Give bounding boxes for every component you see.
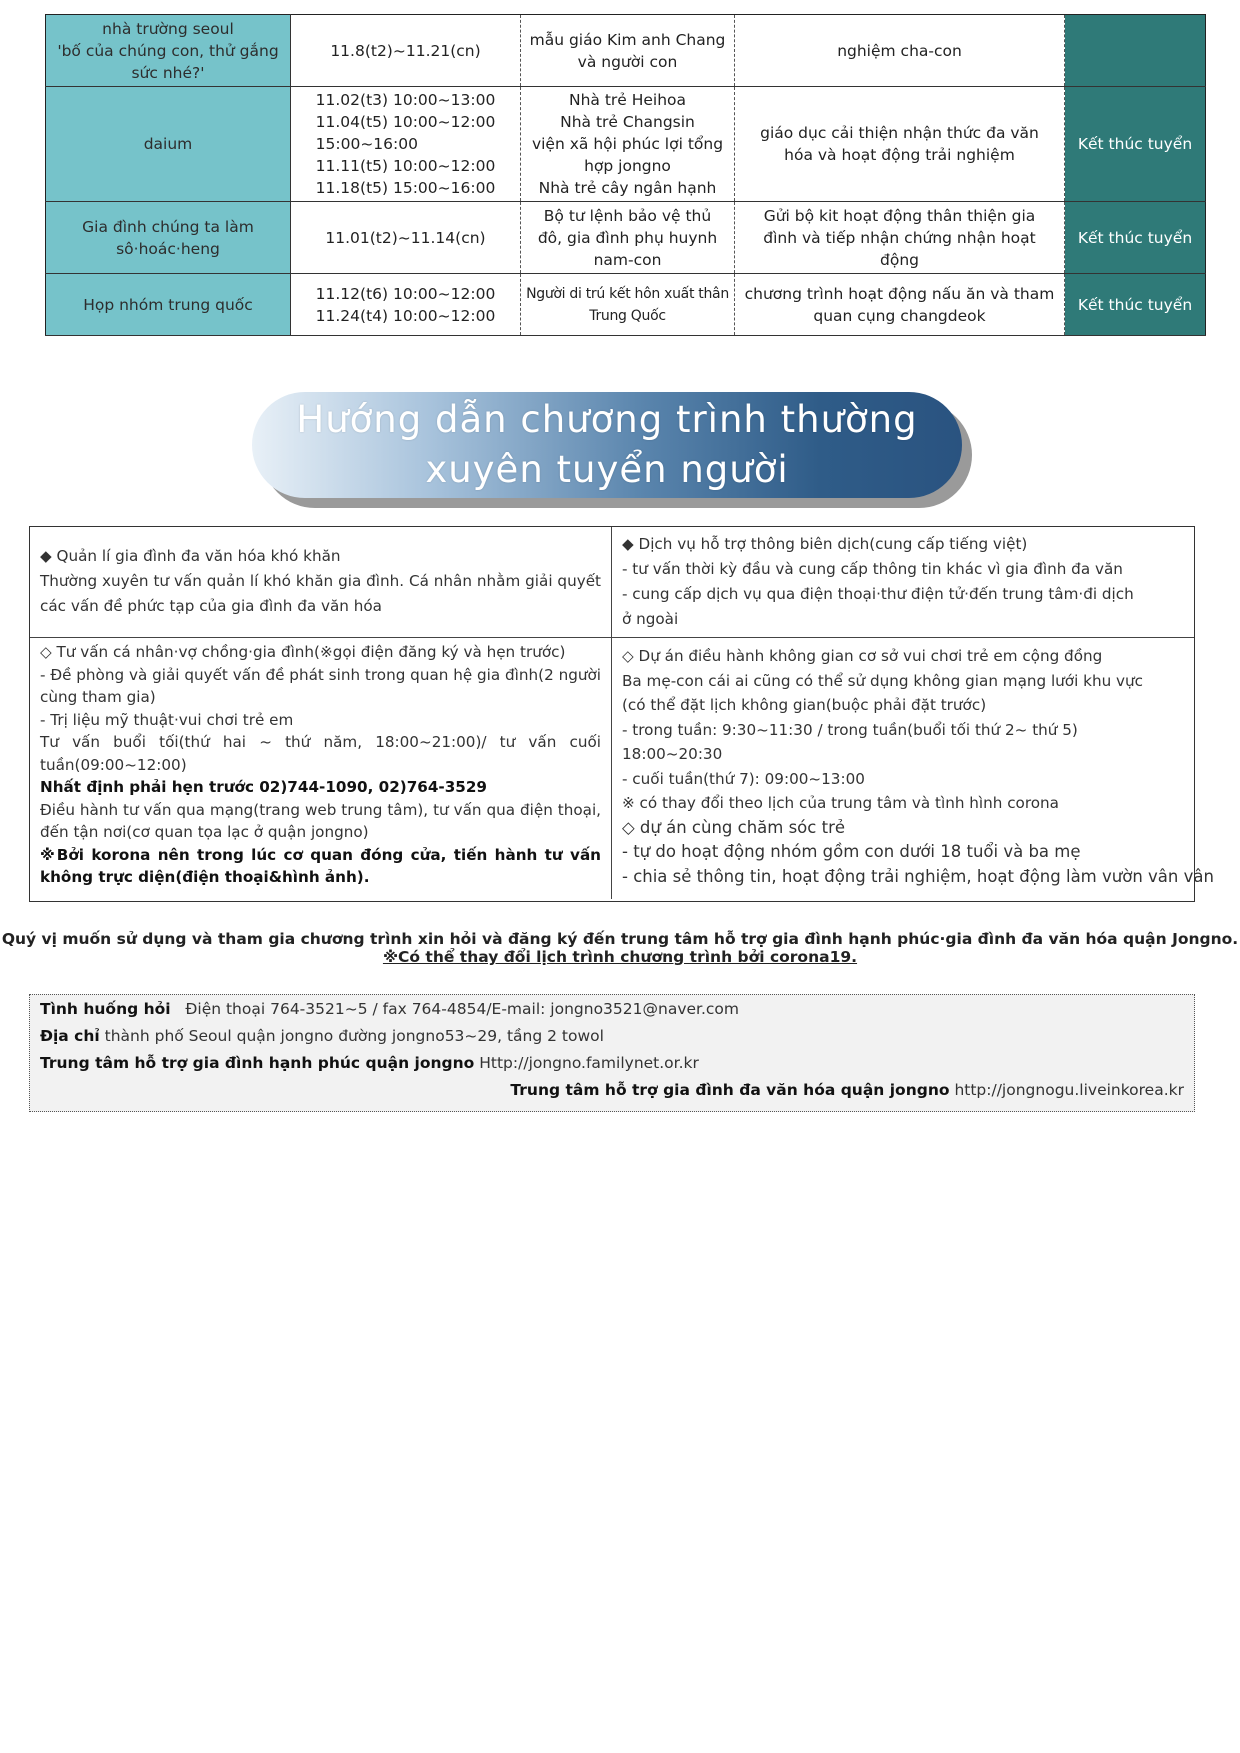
inquiry-value: Điện thoại 764-3521~5 / fax 764-4854/E-mail: jongno3521@naver.com: [185, 1000, 740, 1018]
program-name-cell: [46, 87, 291, 202]
corona-notice: ※Bởi korona nên trong lúc cơ quan đóng cửa, tiến hành tư vấn không trực diện(điện thoại&hình ảnh).: [40, 845, 601, 886]
cell-line: Nhà trẻ Heihoa: [568, 91, 687, 109]
cell-line: động: [880, 250, 919, 269]
cell-line: và người con: [577, 52, 678, 71]
program-content-cell: [735, 15, 1065, 87]
cell-line: nhà trường seoul: [102, 19, 234, 38]
cell-line: hóa và hoạt động trải nghiệm: [784, 146, 1015, 164]
cell-item: - Trị liệu mỹ thuật·vui chơi trẻ em: [40, 710, 294, 729]
cell-line: 15:00~16:00: [315, 135, 418, 153]
program-status-cell: Kết thúc tuyển: [1065, 202, 1206, 274]
program-content-cell: [735, 202, 1065, 274]
cell-line: 11.04(t5) 10:00~12:00: [315, 113, 496, 131]
cell-line: - trong tuần: 9:30~11:30 / trong tuần(buổi tối thứ 2~ thứ 5): [622, 720, 1078, 739]
program-time-cell: [291, 15, 521, 87]
program-target-cell: [521, 87, 735, 202]
schedule-table: [45, 14, 1206, 336]
banner-title-line-2: xuyên tuyển người: [425, 448, 789, 491]
cell-line: ở ngoài: [622, 610, 679, 628]
schedule-row: [46, 274, 1206, 336]
cell-item: - Đề phòng và giải quyết vấn đề phát sinh trong quan hệ gia đình(2 người cùng tham gia): [40, 665, 601, 706]
cell-heading: ◇ Tư vấn cá nhân·vợ chồng·gia đình(※gọi điện đăng ký và hẹn trước): [40, 643, 566, 661]
program-info-grid: [29, 526, 1214, 902]
cell-line: nam-con: [593, 250, 662, 269]
program-content-cell: [735, 87, 1065, 202]
schedule-row: [46, 202, 1206, 274]
cell-line: 11.18(t5) 15:00~16:00: [315, 179, 496, 197]
center-2-label: Trung tâm hỗ trợ gia đình đa văn hóa quận jongno: [510, 1081, 950, 1099]
cell-item: Điều hành tư vấn qua mạng(trang web trung tâm), tư vấn qua điện thoại, đến tận nơi(cơ quan tọa lạc ở quận jongno): [40, 800, 601, 841]
cell-line: Nhà trẻ Changsin: [560, 113, 695, 131]
cell-line: Ba mẹ-con cái ai cũng có thể sử dụng không gian mạng lưới khu vực: [622, 671, 1143, 690]
contact-box: [29, 994, 1195, 1112]
cell-line: 11.02(t3) 10:00~13:00: [315, 91, 496, 109]
program-time-cell: [291, 202, 521, 274]
contact-inquiry: [40, 996, 739, 1023]
section-banner: [252, 392, 962, 498]
cell-line: 11.24(t4) 10:00~12:00: [315, 306, 496, 325]
cell-line: mẫu giáo Kim anh Chang: [529, 30, 726, 49]
program-target-cell: [521, 15, 735, 87]
schedule-row: [46, 87, 1206, 202]
banner-title-line-1: Hướng dẫn chương trình thường: [296, 398, 918, 441]
contact-center-1: [40, 1050, 699, 1077]
cell-line: 'bố của chúng con, thử gắng: [57, 41, 279, 60]
address-label: Địa chỉ: [40, 1027, 100, 1045]
center-1-url[interactable]: Http://jongno.familynet.or.kr: [479, 1054, 699, 1072]
cell-line: Trung Quốc: [589, 307, 666, 324]
cell-line: 11.01(t2)~11.14(cn): [325, 228, 486, 247]
cell-line: chương trình hoạt động nấu ăn và tham: [744, 284, 1055, 303]
program-name-cell: [46, 15, 291, 87]
info-cell-family-management: [30, 544, 611, 619]
contact-address: [40, 1023, 604, 1050]
program-name-cell: [46, 274, 291, 336]
cell-line: - cung cấp dịch vụ qua điện thoại·thư điện tử·đến trung tâm·đi dịch: [622, 585, 1134, 603]
cell-line: sô·hoác·heng: [116, 239, 220, 258]
cell-line: Gửi bộ kit hoạt động thân thiện gia: [763, 206, 1036, 225]
schedule-row: [46, 15, 1206, 87]
cell-heading: ◇ Dự án điều hành không gian cơ sở vui chơi trẻ em cộng đồng: [622, 647, 1103, 665]
cell-line: đô, gia đình phụ huynh: [537, 228, 718, 247]
cell-line: Bộ tư lệnh bảo vệ thủ: [543, 206, 712, 225]
address-value: thành phố Seoul quận jongno đường jongno53~29, tầng 2 towol: [104, 1027, 604, 1045]
program-status-cell: Kết thúc tuyển: [1065, 87, 1206, 202]
cell-line: ※ có thay đổi theo lịch của trung tâm và tình hình corona: [622, 794, 1059, 812]
grid-divider-horizontal: [30, 637, 1194, 638]
cell-heading: ◆ Dịch vụ hỗ trợ thông biên dịch(cung cấp tiếng việt): [622, 535, 1028, 553]
cell-line: (có thể đặt lịch không gian(buộc phải đặt trước): [622, 696, 987, 714]
program-target-cell: [521, 202, 735, 274]
notice-line-1: Quý vị muốn sử dụng và tham gia chương trình xin hỏi và đăng ký đến trung tâm hỗ trợ gia đình hạnh phúc·gia đình đa văn hóa quận Jongno.: [1, 930, 1239, 948]
cell-line: quan cụng changdeok: [813, 306, 986, 325]
program-name-cell: [46, 202, 291, 274]
cell-line: - chia sẻ thông tin, hoạt động trải nghiệm, hoạt động làm vườn vân vân: [622, 866, 1214, 886]
info-cell-counseling: [30, 641, 611, 889]
center-2-url[interactable]: http://jongnogu.liveinkorea.kr: [954, 1081, 1184, 1099]
cell-subheading: ◇ dự án cùng chăm sóc trẻ: [622, 817, 845, 837]
contact-center-2: [510, 1077, 1184, 1104]
program-status-cell: Kết thúc tuyển: [1065, 274, 1206, 336]
cell-line: - tư vấn thời kỳ đầu và cung cấp thông tin khác vì gia đình đa văn: [622, 560, 1123, 578]
time-box: [316, 283, 496, 327]
program-time-cell: [291, 274, 521, 336]
notice-line-2: ※Có thể thay đổi lịch trình chương trình bởi corona19.: [382, 948, 858, 966]
cell-line: Gia đình chúng ta làm: [82, 217, 254, 236]
cell-item: Tư vấn buổi tối(thứ hai ~ thứ năm, 18:00~21:00)/ tư vấn cuối tuần(09:00~12:00): [40, 733, 601, 774]
program-status-cell: [1065, 15, 1206, 87]
schedule-table-body: [46, 15, 1206, 336]
cell-line: 11.12(t6) 10:00~12:00: [315, 284, 496, 303]
info-cell-playground-project: [612, 644, 1214, 889]
cell-line: Nhà trẻ cây ngân hạnh: [538, 179, 717, 197]
center-1-label: Trung tâm hỗ trợ gia đình hạnh phúc quận jongno: [40, 1054, 475, 1072]
cell-line: - tự do hoạt động nhóm gồm con dưới 18 tuổi và ba mẹ: [622, 842, 1081, 861]
inquiry-label: Tình huống hỏi: [40, 1000, 171, 1018]
cell-line: daium: [143, 135, 193, 153]
cell-heading: ◆ Quản lí gia đình đa văn hóa khó khăn: [40, 547, 341, 565]
cell-line: Người di trú kết hôn xuất thân: [526, 285, 729, 302]
program-time-cell: [291, 87, 521, 202]
time-box: [316, 89, 496, 199]
program-target-cell: [521, 274, 735, 336]
cell-line: sức nhé?': [131, 63, 205, 82]
registration-notice: [0, 930, 1240, 966]
appointment-phone: Nhất định phải hẹn trước 02)744-1090, 02)764-3529: [40, 778, 487, 796]
cell-text: Thường xuyên tư vấn quản lí khó khăn gia đình. Cá nhân nhằm giải quyết các vấn đề phức tạp của gia đình đa văn hóa: [40, 572, 601, 615]
cell-line: hợp jongno: [584, 157, 671, 175]
cell-line: 18:00~20:30: [622, 745, 723, 763]
cell-line: giáo dục cải thiện nhận thức đa văn: [760, 124, 1039, 142]
cell-line: đình và tiếp nhận chứng nhận hoạt: [763, 228, 1036, 247]
cell-line: Họp nhóm trung quốc: [83, 295, 253, 314]
cell-line: - cuối tuần(thứ 7): 09:00~13:00: [622, 769, 865, 788]
cell-line: nghiệm cha-con: [837, 41, 962, 60]
program-content-cell: [735, 274, 1065, 336]
cell-line: 11.8(t2)~11.21(cn): [330, 41, 481, 60]
info-cell-translation-service: [612, 532, 1194, 632]
cell-line: 11.11(t5) 10:00~12:00: [315, 157, 496, 175]
cell-line: viện xã hội phúc lợi tổng: [531, 135, 724, 153]
